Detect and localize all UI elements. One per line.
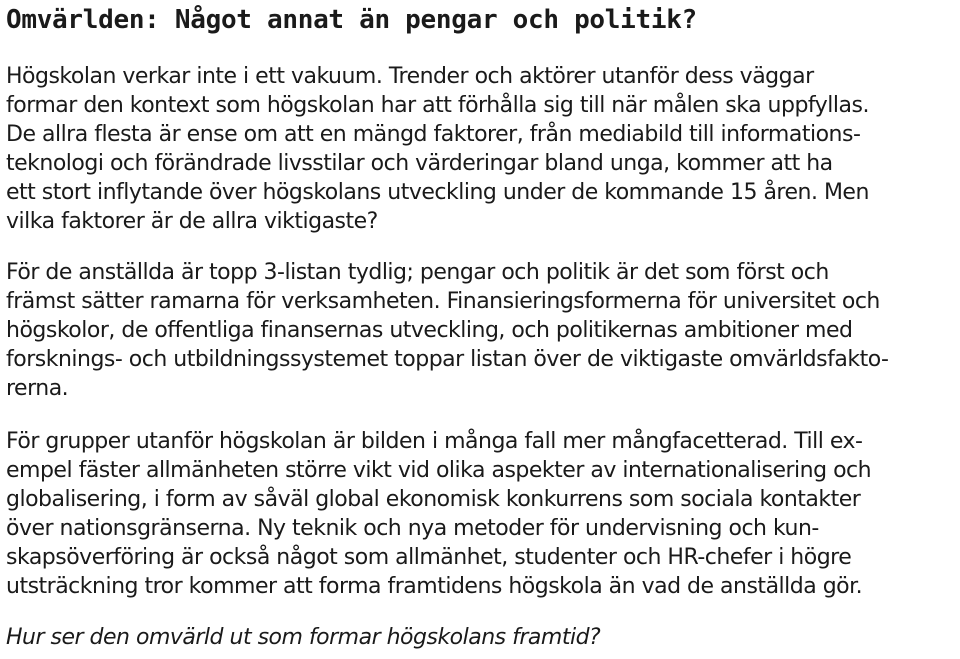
text-line: främst sätter ramarna för verksamheten. Finansieringsformerna för universitet och — [6, 289, 880, 314]
text-line: teknologi och förändrade livsstilar och värderingar bland unga, kommer att ha — [6, 151, 833, 176]
text-line: De allra flesta är ense om att en mängd faktorer, från mediabild till informations- — [6, 122, 861, 147]
paragraph-staff — [6, 258, 956, 403]
text-line: skapsöverföring är också något som allmänhet, studenter och HR-chefer i högre — [6, 545, 852, 570]
text-line: Hur ser den omvärld ut som formar högskolans framtid? — [6, 625, 601, 650]
text-line: vilka faktorer är de allra viktigaste? — [6, 209, 378, 234]
text-line: ett stort inflytande över högskolans utveckling under de kommande 15 åren. Men — [6, 180, 869, 205]
text-line: empel fäster allmänheten större vikt vid olika aspekter av internationalisering och — [6, 458, 872, 483]
text-line: forsknings- och utbildningssystemet toppar listan över de viktigaste omvärldsfakto- — [6, 347, 889, 372]
text-line: För de anställda är topp 3-listan tydlig; pengar och politik är det som först och — [6, 260, 829, 285]
text-line: Högskolan verkar inte i ett vakuum. Trender och aktörer utanför dess väggar — [6, 64, 814, 89]
text-line: globalisering, i form av såväl global ekonomisk konkurrens som sociala kontakter — [6, 487, 861, 512]
document-page — [6, 0, 956, 650]
text-line: formar den kontext som högskolan har att förhålla sig till när målen ska uppfyllas. — [6, 93, 869, 118]
text-line: utsträckning tror kommer att forma framtidens högskola än vad de anställda gör. — [6, 574, 863, 599]
text-line: över nationsgränserna. Ny teknik och nya metoder för undervisning och kun- — [6, 516, 819, 541]
text-line: För grupper utanför högskolan är bilden i många fall mer mångfacetterad. Till ex- — [6, 429, 863, 454]
text-line: rerna. — [6, 376, 69, 401]
text-line: högskolor, de offentliga finansernas utveckling, och politikernas ambitioner med — [6, 318, 853, 343]
page-title: Omvärlden: Något annat än pengar och politik? — [6, 5, 697, 35]
closing-question — [6, 623, 956, 652]
paragraph-intro — [6, 62, 956, 236]
paragraph-external-groups — [6, 427, 956, 601]
